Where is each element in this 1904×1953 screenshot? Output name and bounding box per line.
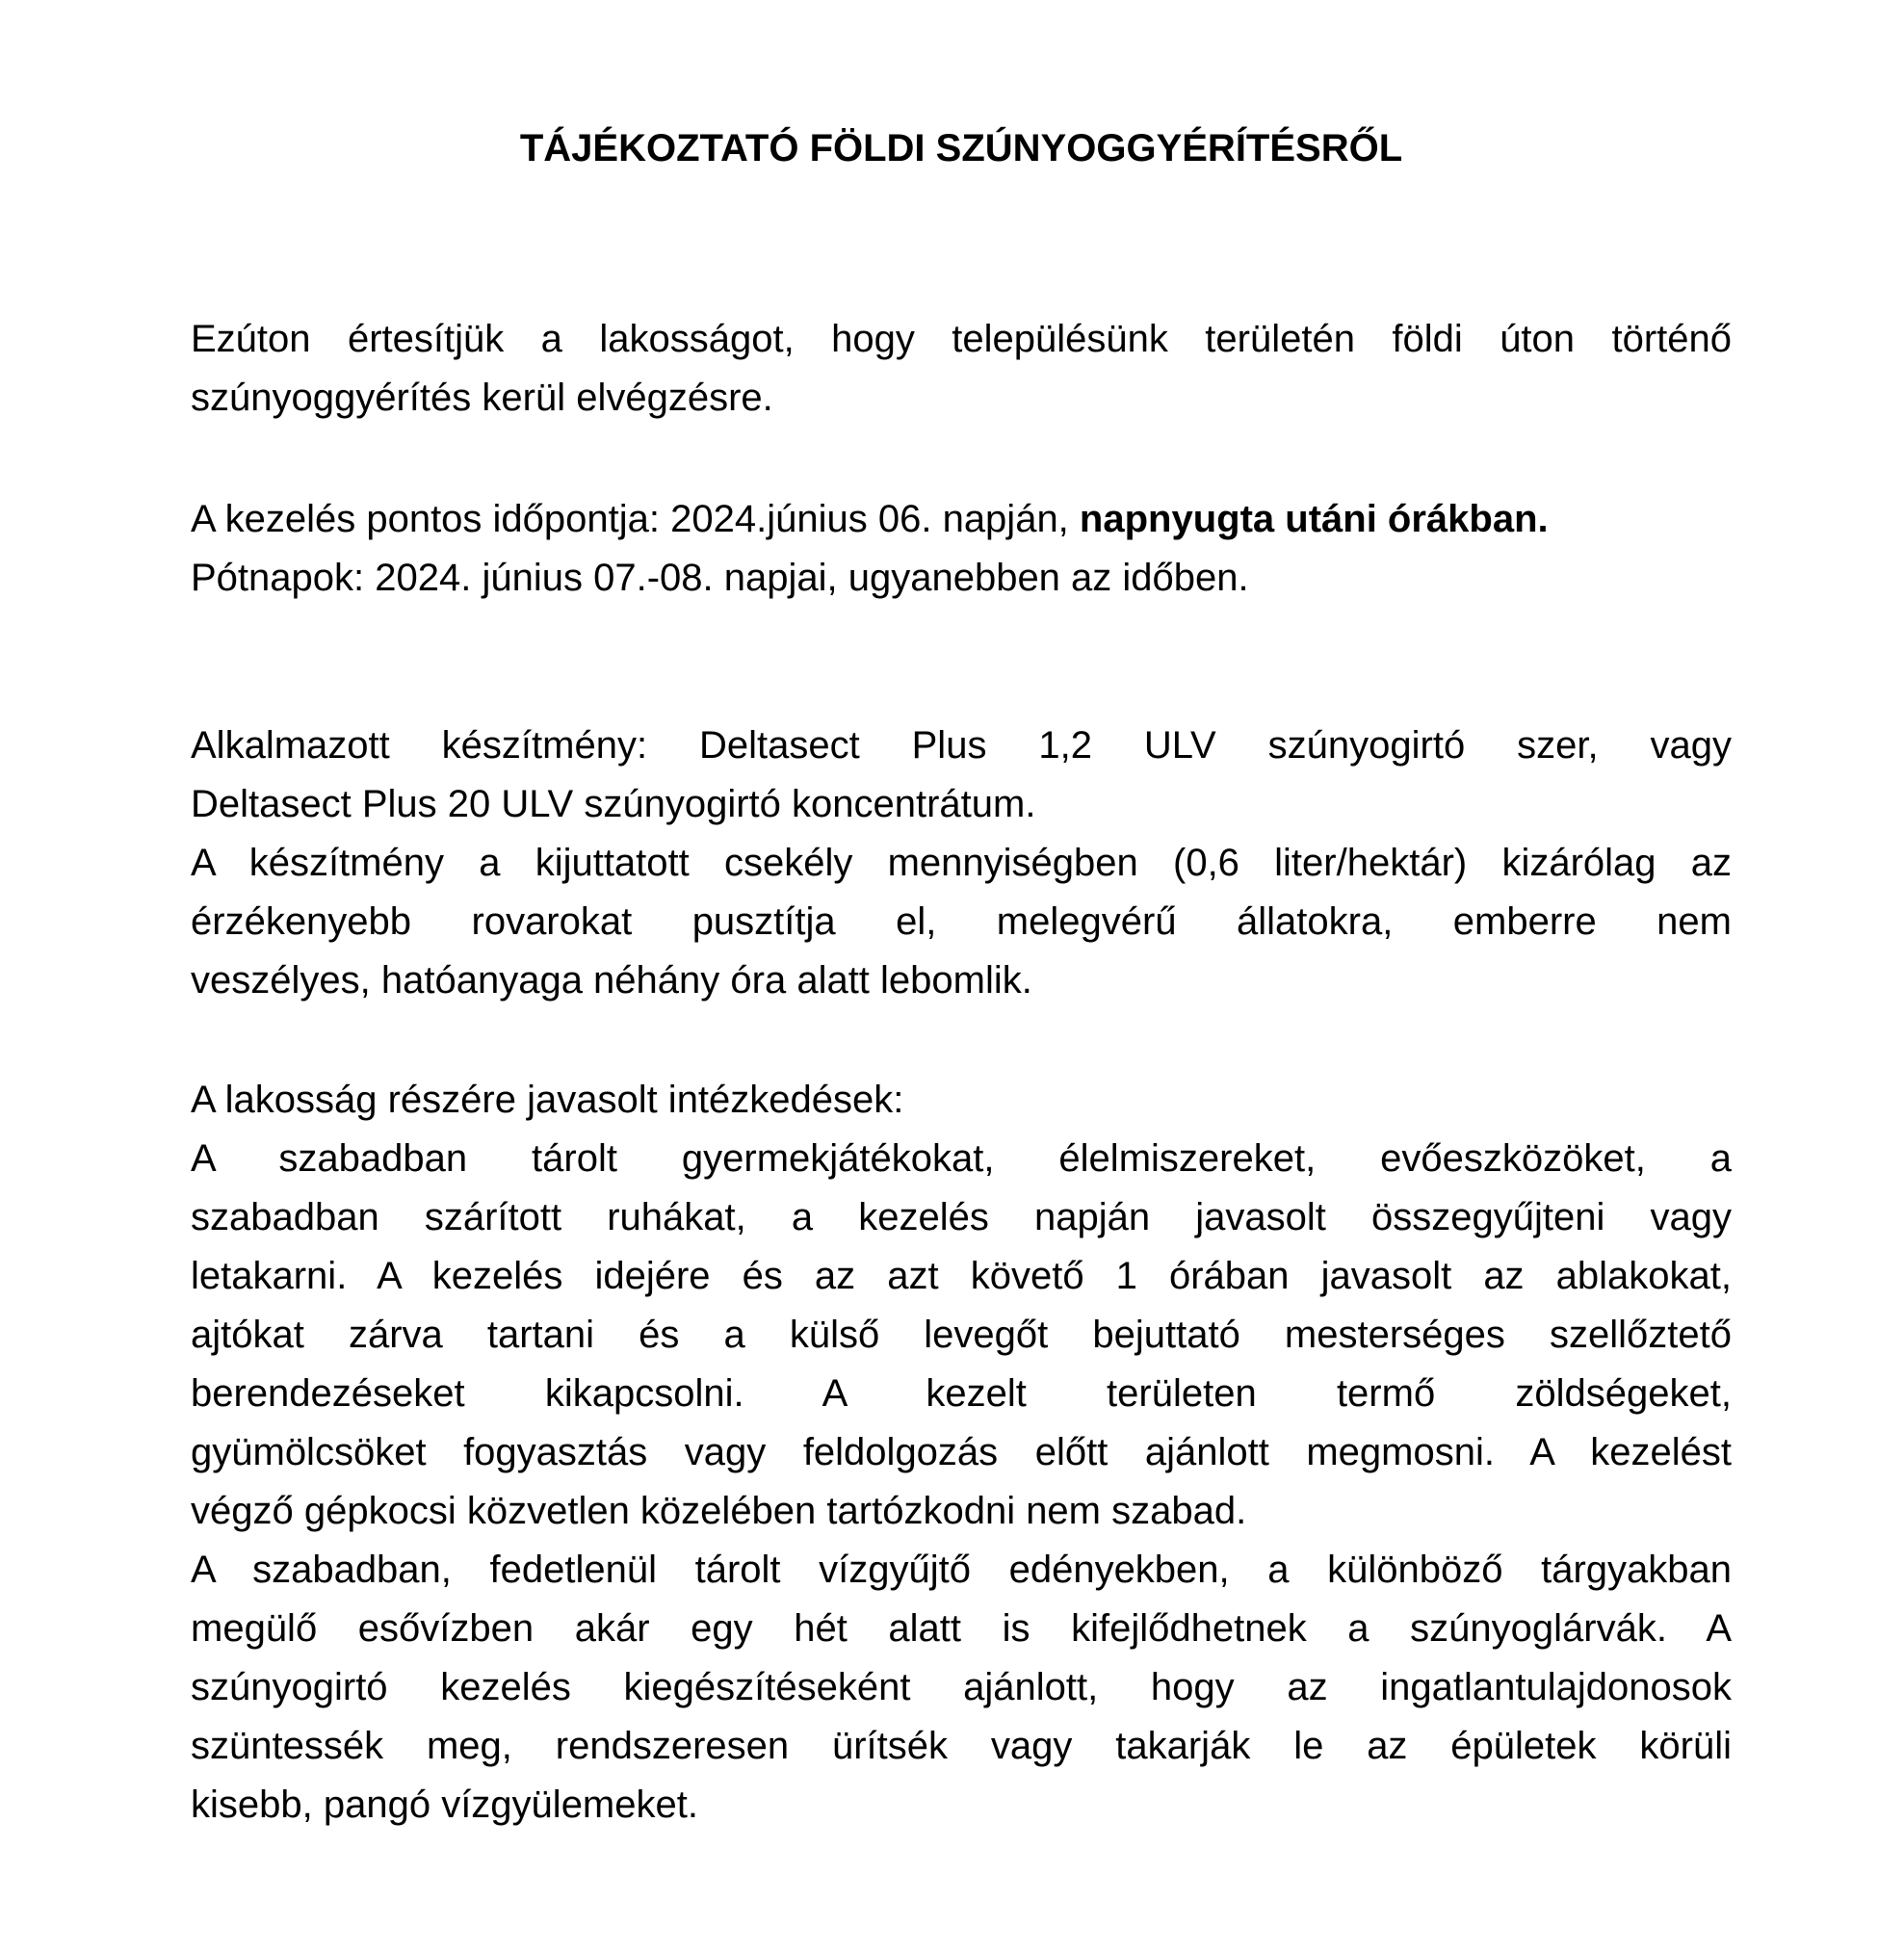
measures-heading: A lakosság részére javasolt intézkedések:	[191, 1079, 904, 1121]
text-line: berendezéseket kikapcsolni. A kezelt területen termő zöldségeket,	[191, 1372, 1732, 1415]
intro-paragraph	[191, 310, 1732, 428]
text-line: Pótnapok: 2024. június 07.-08. napjai, ugyanebben az időben.	[191, 557, 1249, 599]
text-line: szüntessék meg, rendszeresen ürítsék vagy takarják le az épületek körüli	[191, 1725, 1732, 1767]
text-line: letakarni. A kezelés idejére és az azt követő 1 órában javasolt az ablakokat,	[191, 1255, 1732, 1297]
text-line: A szabadban tárolt gyermekjátékokat, élelmiszereket, evőeszközöket, a	[191, 1137, 1732, 1180]
text-line: kisebb, pangó vízgyülemeket.	[191, 1784, 698, 1826]
text-line: ajtókat zárva tartani és a külső levegőt bejuttató mesterséges szellőztető	[191, 1314, 1732, 1356]
schedule-paragraph	[191, 490, 1732, 608]
text-line	[191, 490, 1732, 549]
schedule-time-bold-text: napnyugta utáni órákban.	[1079, 498, 1549, 540]
text-line: szabadban szárított ruhákat, a kezelés napján javasolt összegyűjteni vagy	[191, 1196, 1732, 1238]
text-line: végző gépkocsi közvetlen közelében tartózkodni nem szabad.	[191, 1490, 1247, 1532]
text-line: Ezúton értesítjük a lakosságot, hogy településünk területén földi úton történő	[191, 318, 1732, 360]
text-line: szúnyogirtó kezelés kiegészítéseként ajánlott, hogy az ingatlantulajdonosok	[191, 1666, 1732, 1708]
measures-paragraph	[191, 1130, 1732, 1541]
text-line: gyümölcsöket fogyasztás vagy feldolgozás előtt ajánlott megmosni. A kezelést	[191, 1431, 1732, 1473]
water-paragraph	[191, 1541, 1732, 1835]
document-content	[191, 0, 1732, 1835]
text-line: veszélyes, hatóanyaga néhány óra alatt lebomlik.	[191, 959, 1032, 1002]
measures-section	[191, 1071, 1732, 1835]
text-line: A szabadban, fedetlenül tárolt vízgyűjtő edényekben, a különböző tárgyakban	[191, 1549, 1732, 1591]
text-line: A készítmény a kijuttatott csekély mennyiségben (0,6 liter/hektár) kizárólag az	[191, 842, 1732, 884]
schedule-date-text: A kezelés pontos időpontja: 2024.június 06. napján,	[191, 498, 1080, 540]
text-line: Alkalmazott készítmény: Deltasect Plus 1,2 ULV szúnyogirtó szer, vagy	[191, 724, 1732, 767]
text-line: megülő esővízben akár egy hét alatt is kifejlődhetnek a szúnyoglárvák. A	[191, 1607, 1732, 1650]
document-title: TÁJÉKOZTATÓ FÖLDI SZÚNYOGGYÉRÍTÉSRŐL	[519, 127, 1403, 169]
text-line: szúnyoggyérítés kerül elvégzésre.	[191, 377, 773, 419]
text-line: érzékenyebb rovarokat pusztítja el, melegvérű állatokra, emberre nem	[191, 900, 1732, 943]
text-line: Deltasect Plus 20 ULV szúnyogirtó koncentrátum.	[191, 783, 1036, 825]
preparation-paragraph	[191, 716, 1732, 1010]
